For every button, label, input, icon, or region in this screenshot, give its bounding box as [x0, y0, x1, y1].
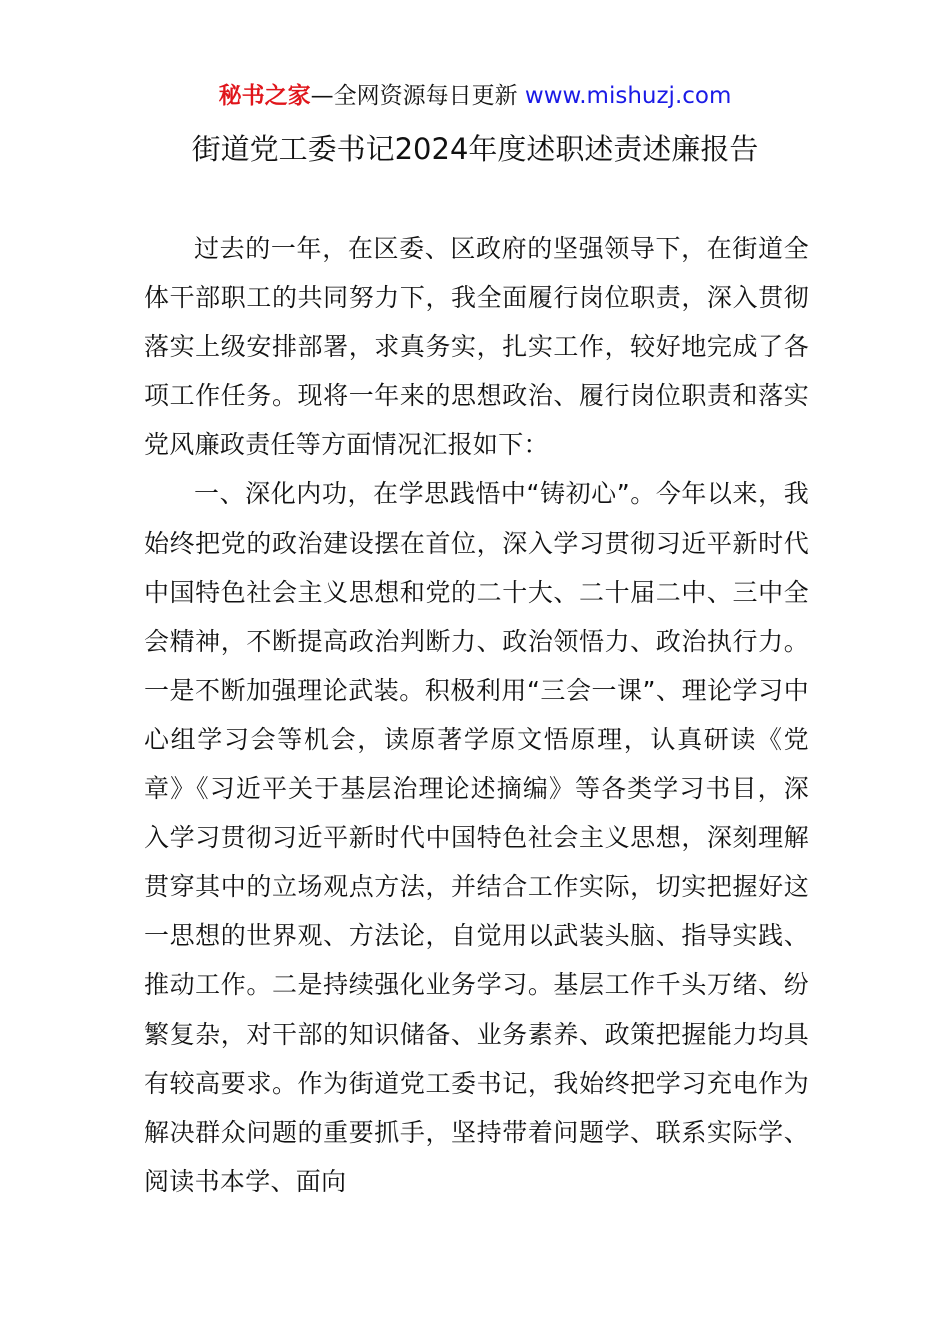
site-header	[0, 80, 950, 112]
paragraph-section-one: 一、深化内功，在学思践悟中“铸初心”。今年以来，我始终把党的政治建设摆在首位，深入学习贯彻习近平新时代中国特色社会主义思想和党的二十大、二十届二中、三中全会精神，不断提高政治判断力、政治领悟力、政治执行力。一是不断加强理论武装。积极利用“三会一课”、理论学习中心组学习会等机会，读原著学原文悟原理，认真研读《党章》《习近平关于基层治理论述摘编》等各类学习书目，深入学习贯彻习近平新时代中国特色社会主义思想，深刻理解贯穿其中的立场观点方法，并结合工作实际，切实把握好这一思想的世界观、方法论，自觉用以武装头脑、指导实践、推动工作。二是持续强化业务学习。基层工作千头万绪、纷繁复杂，对干部的知识储备、业务素养、政策把握能力均具有较高要求。作为街道党工委书记，我始终把学习充电作为解决群众问题的重要抓手，坚持带着问题学、联系实际学、阅读书本学、面向	[144, 479, 809, 1196]
site-url-link[interactable]: www.mishuzj.com	[524, 83, 732, 109]
document-body	[144, 224, 809, 1206]
paragraph-intro: 过去的一年，在区委、区政府的坚强领导下，在街道全体干部职工的共同努力下，我全面履行岗位职责，深入贯彻落实上级安排部署，求真务实，扎实工作，较好地完成了各项工作任务。现将一年来的思想政治、履行岗位职责和落实党风廉政责任等方面情况汇报如下：	[144, 234, 809, 460]
site-name: 秘书之家	[218, 83, 311, 109]
document-title: 街道党工委书记2024年度述职述责述廉报告	[191, 132, 759, 166]
site-tagline: —全网资源每日更新	[310, 83, 525, 109]
